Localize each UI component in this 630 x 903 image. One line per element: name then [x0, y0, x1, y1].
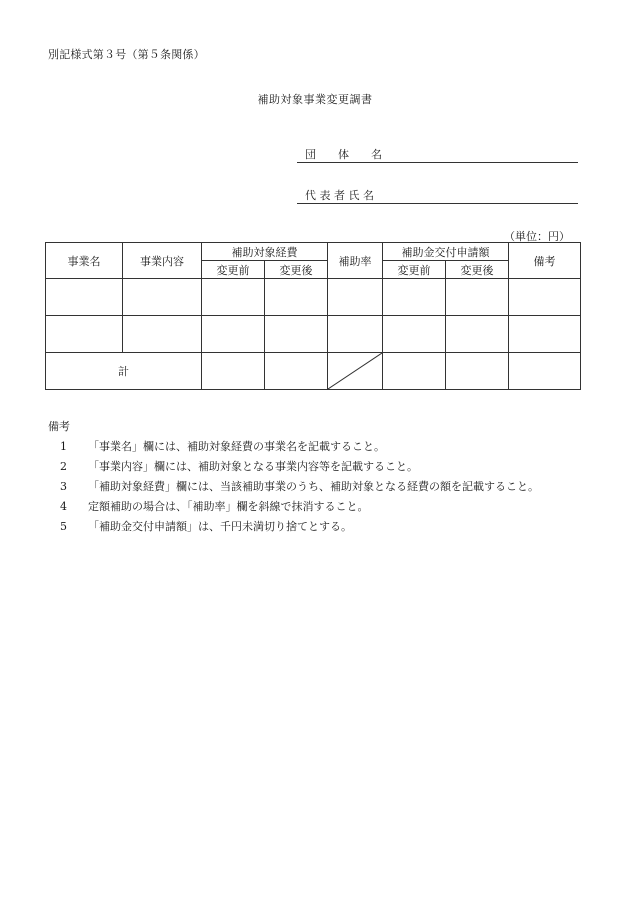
- cell-eligible-after[interactable]: [265, 279, 328, 316]
- note-number: 1: [60, 440, 67, 453]
- total-subsidy-rate-struck: [328, 353, 383, 390]
- note-text: 「補助対象経費」欄には、当該補助事業のうち、補助対象となる経費の額を記載すること。: [88, 480, 539, 493]
- note-number: 3: [60, 480, 67, 493]
- unit-label: （単位：円）: [504, 230, 570, 243]
- note-text: 「補助金交付申請額」は、千円未満切り捨てとする。: [88, 520, 352, 533]
- organization-name-label: 団 体 名: [305, 148, 382, 161]
- note-number: 5: [60, 520, 67, 533]
- header-subsidy-rate: 補助率: [328, 243, 383, 279]
- change-table: [45, 242, 581, 390]
- cell-eligible-before[interactable]: [202, 316, 265, 353]
- header-eligible-cost: 補助対象経費: [202, 243, 328, 261]
- header-eligible-after: 変更後: [265, 261, 328, 279]
- note-item: [48, 517, 539, 537]
- document-title: 補助対象事業変更調書: [257, 93, 373, 106]
- representative-name-underline: [297, 203, 578, 204]
- note-number: 2: [60, 460, 67, 473]
- cell-remarks[interactable]: [509, 316, 581, 353]
- note-number: 4: [60, 500, 67, 513]
- form-number: 別記様式第３号（第５条関係）: [48, 48, 205, 61]
- note-text: 「事業名」欄には、補助対象経費の事業名を記載すること。: [88, 440, 385, 453]
- header-project-name: 事業名: [46, 243, 123, 279]
- cell-project-name[interactable]: [46, 279, 123, 316]
- total-eligible-before[interactable]: [202, 353, 265, 390]
- notes-heading: 備考: [48, 420, 70, 433]
- cell-project-content[interactable]: [123, 316, 202, 353]
- notes-section: [48, 417, 539, 537]
- note-text: 定額補助の場合は、「補助率」欄を斜線で抹消すること。: [88, 500, 369, 513]
- header-eligible-before: 変更前: [202, 261, 265, 279]
- total-row: [46, 353, 581, 390]
- note-item: [48, 437, 539, 457]
- header-remarks: 備考: [509, 243, 581, 279]
- cell-grant-after[interactable]: [446, 279, 509, 316]
- note-item: [48, 457, 539, 477]
- cell-project-content[interactable]: [123, 279, 202, 316]
- cell-grant-before[interactable]: [383, 316, 446, 353]
- header-grant-amount: 補助金交付申請額: [383, 243, 509, 261]
- cell-eligible-before[interactable]: [202, 279, 265, 316]
- cell-subsidy-rate[interactable]: [328, 316, 383, 353]
- organization-name-underline: [297, 162, 578, 163]
- representative-name-label: 代 表 者 氏 名: [305, 189, 374, 202]
- table-row: [46, 316, 581, 353]
- cell-grant-after[interactable]: [446, 316, 509, 353]
- note-text: 「事業内容」欄には、補助対象となる事業内容等を記載すること。: [88, 460, 418, 473]
- total-grant-before[interactable]: [383, 353, 446, 390]
- header-grant-before: 変更前: [383, 261, 446, 279]
- header-project-content: 事業内容: [123, 243, 202, 279]
- header-grant-after: 変更後: [446, 261, 509, 279]
- total-remarks[interactable]: [509, 353, 581, 390]
- note-item: [48, 497, 539, 517]
- diagonal-strike-line: [328, 353, 382, 389]
- note-item: [48, 477, 539, 497]
- cell-project-name[interactable]: [46, 316, 123, 353]
- organization-name-field[interactable]: [297, 146, 578, 166]
- cell-grant-before[interactable]: [383, 279, 446, 316]
- table-row: [46, 279, 581, 316]
- cell-remarks[interactable]: [509, 279, 581, 316]
- total-label: 計: [46, 353, 202, 390]
- representative-name-field[interactable]: [297, 187, 578, 207]
- total-eligible-after[interactable]: [265, 353, 328, 390]
- cell-subsidy-rate[interactable]: [328, 279, 383, 316]
- total-grant-after[interactable]: [446, 353, 509, 390]
- cell-eligible-after[interactable]: [265, 316, 328, 353]
